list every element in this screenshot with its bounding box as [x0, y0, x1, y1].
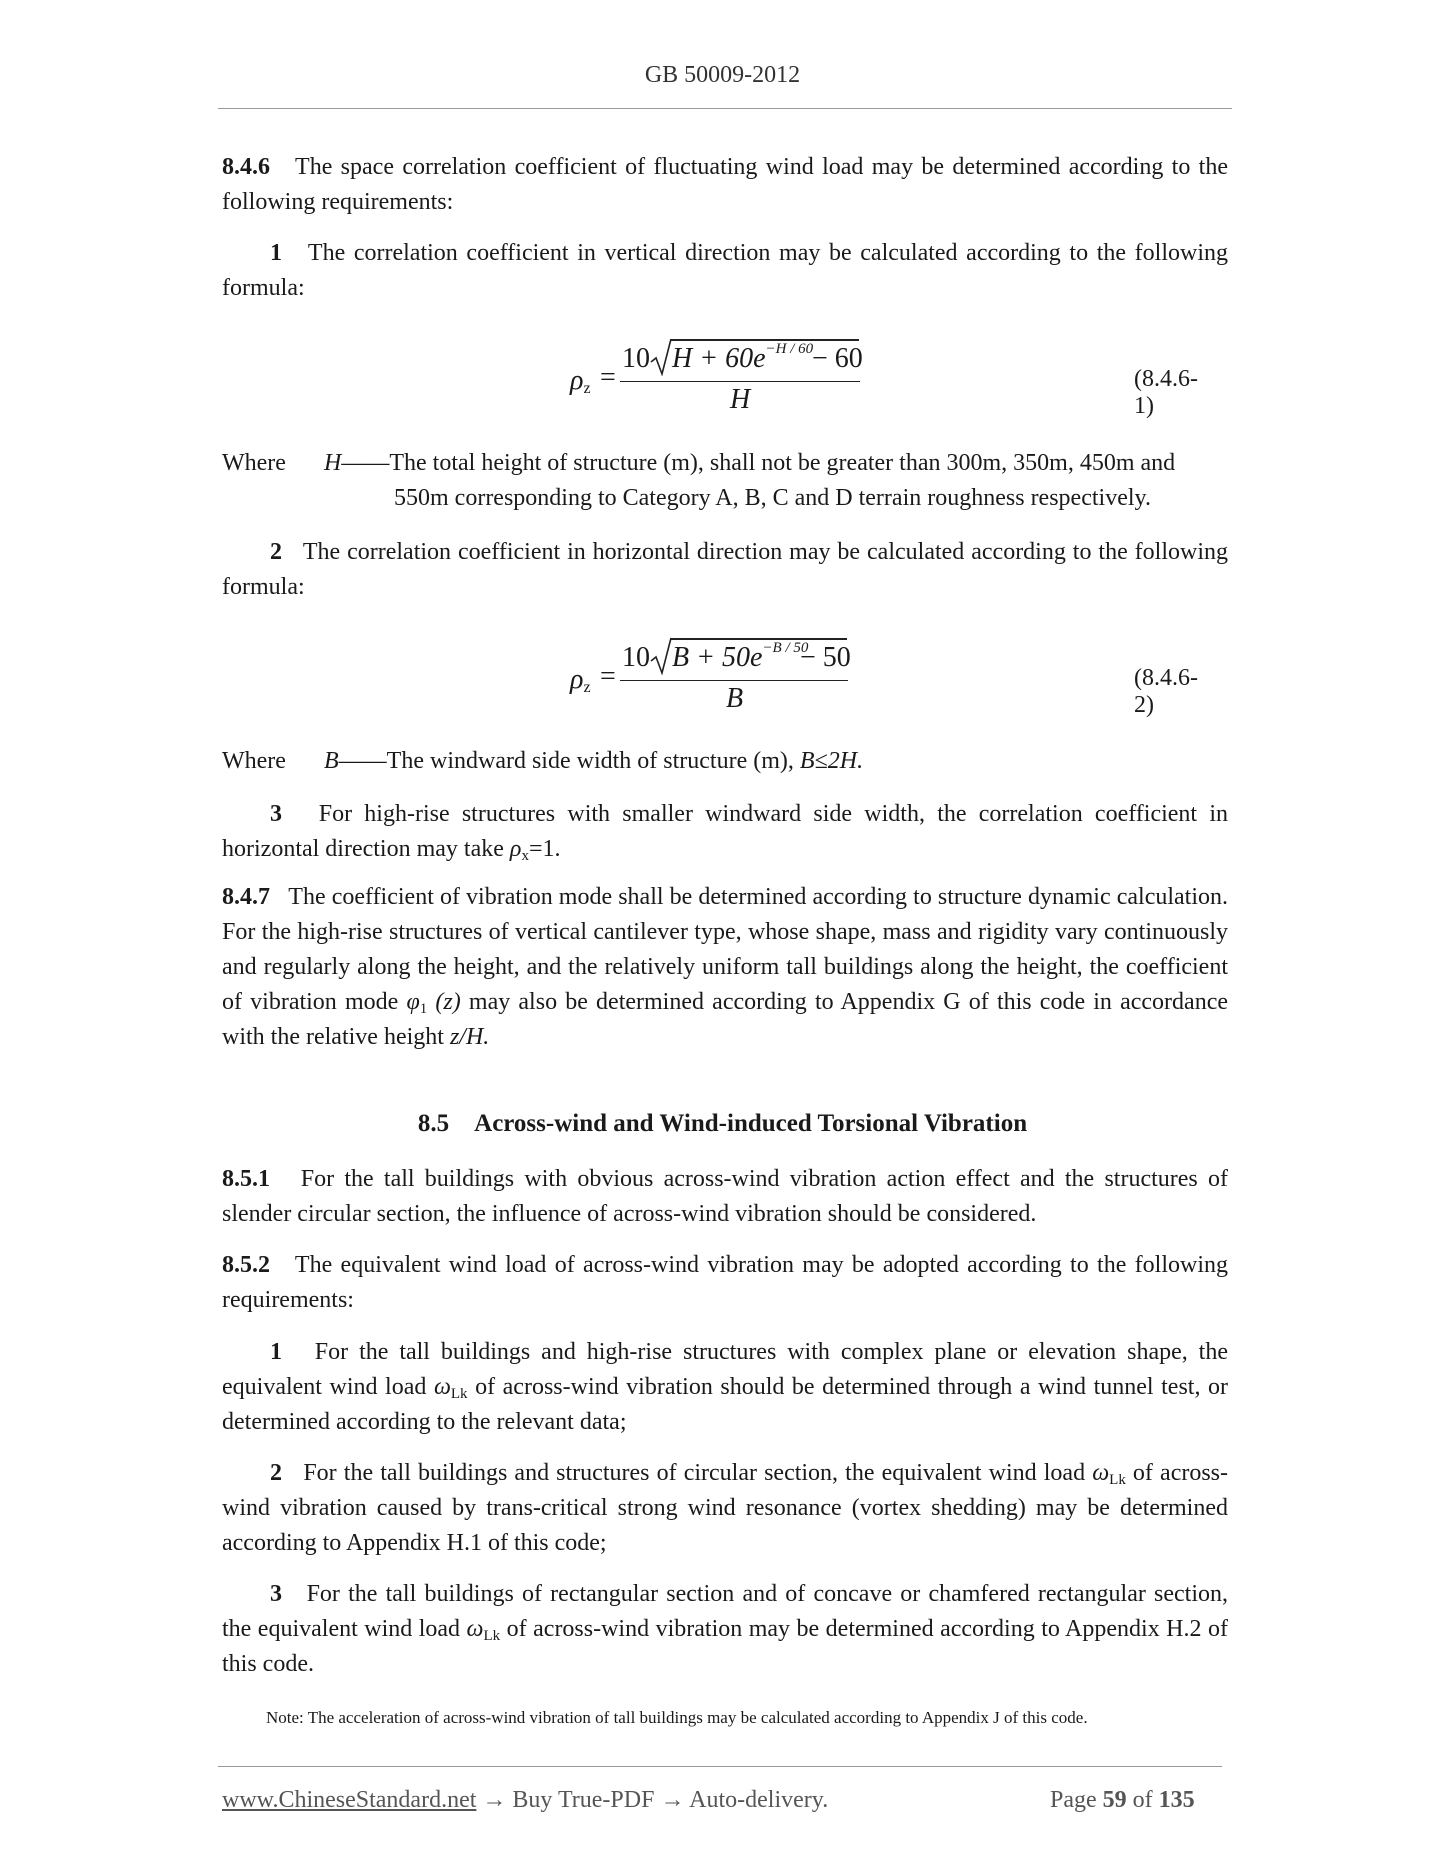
omega-symbol: ω	[466, 1616, 484, 1642]
definition-line: The windward side width of structure (m),	[386, 748, 800, 774]
page-counter	[1050, 1787, 1195, 1814]
omega-symbol: ω	[1092, 1460, 1110, 1486]
definition-condition: B≤2H.	[799, 748, 864, 774]
item-number: 2	[270, 539, 282, 565]
website-link[interactable]: www.ChineseStandard.net	[222, 1787, 477, 1813]
item-2-horizontal	[222, 535, 1228, 605]
clause-text: For the tall buildings with obvious across-wind vibration action effect and the structures of slender circular section, the influence of across-wind vibration should be considered.	[222, 1166, 1229, 1227]
where-label: Where	[222, 450, 286, 476]
radical-bar	[671, 638, 847, 640]
page-header-title: GB 50009-2012	[644, 62, 801, 88]
item-tail: =1.	[528, 836, 561, 862]
symbol-h: H	[324, 450, 342, 476]
item-text: The correlation coefficient in vertical direction may be calculated according to the following formula:	[222, 240, 1229, 301]
numerator-coef: 10	[622, 642, 650, 673]
requirement-2	[222, 1456, 1228, 1561]
item-number: 3	[270, 1581, 282, 1607]
item-text-b: of across-wind vibration caused by trans-critical strong wind resonance (vortex shedding) may be determined according to Appendix H.1 of this code;	[222, 1460, 1229, 1556]
radicand-text: B + 50e	[672, 642, 763, 673]
clause-8-4-6	[222, 150, 1228, 220]
equals-sign: =	[600, 661, 616, 692]
exponent: −B / 50	[762, 640, 809, 656]
radical-sign-icon	[650, 338, 672, 376]
denominator: H	[730, 384, 751, 415]
definition-dash: ——	[338, 748, 387, 774]
total-pages: 135	[1158, 1787, 1195, 1813]
rho-subscript: x	[521, 848, 529, 864]
numerator-coef: 10	[622, 343, 650, 374]
item-text-b: of across-wind vibration should be determined through a wind tunnel test, or determined according to the relevant data;	[222, 1374, 1229, 1435]
clause-text: The space correlation coefficient of fluctuating wind load may be determined according to the following requirements:	[222, 154, 1229, 215]
arrow-right-icon: →	[476, 1787, 513, 1813]
omega-subscript: Lk	[1109, 1472, 1126, 1488]
phi-argument: (z)	[427, 989, 461, 1015]
clause-text: The equivalent wind load of across-wind vibration may be adopted according to the following requirements:	[222, 1252, 1228, 1313]
omega-subscript: Lk	[483, 1628, 501, 1644]
exponent: −H / 60	[765, 341, 814, 357]
item-text-a: For the tall buildings and structures of circular section, the equivalent wind load	[303, 1460, 1093, 1486]
numerator-radicand	[672, 343, 813, 375]
equation-tag: (8.4.6-2)	[1134, 665, 1198, 718]
fraction-bar	[620, 381, 860, 382]
fraction-bar	[620, 680, 848, 681]
where-label: Where	[222, 748, 286, 774]
rho-subscript: z	[583, 679, 591, 696]
definition-line-2: 550m corresponding to Category A, B, C and D terrain roughness respectively.	[394, 485, 1151, 511]
header-rule	[218, 108, 1232, 109]
symbol-b: B	[324, 748, 339, 774]
of-label: of	[1126, 1787, 1159, 1813]
item-text-a: For the tall buildings of rectangular section and of concave or chamfered rectangular section, the equivalent wind load	[222, 1581, 1229, 1642]
note-text: Note: The acceleration of across-wind vibration of tall buildings may be calculated according to Appendix J of this code.	[266, 1708, 1088, 1727]
numerator-radicand	[672, 642, 808, 674]
clause-text-b: may also be determined according to Appendix G of this code in accordance with the relative height	[222, 989, 1229, 1050]
definition-text	[324, 446, 1230, 516]
radicand-text: H + 60e	[672, 343, 766, 374]
requirement-3	[222, 1577, 1228, 1682]
clause-8-5-1	[222, 1162, 1228, 1232]
arrow-right-icon: →	[654, 1787, 690, 1813]
item-number: 1	[270, 1339, 282, 1365]
section-number: 8.5	[417, 1110, 450, 1137]
definition-line-1: The total height of structure (m), shall not be greater than 300m, 350m, 450m and	[389, 450, 1176, 476]
page-label: Page	[1050, 1787, 1103, 1813]
item-number: 2	[270, 1460, 282, 1486]
rho-symbol: ρ	[509, 836, 522, 862]
rho-symbol: ρ	[570, 664, 584, 695]
relative-height-ratio: z/H.	[449, 1024, 490, 1050]
omega-symbol: ω	[433, 1374, 451, 1400]
phi-subscript: 1	[419, 1001, 428, 1017]
omega-subscript: Lk	[450, 1386, 468, 1402]
item-3-high-rise	[222, 797, 1228, 867]
where-h-definition	[222, 446, 1228, 518]
numerator-constant: − 60	[812, 343, 863, 374]
clause-number: 8.4.7	[222, 884, 270, 910]
equation-tag: (8.4.6-1)	[1134, 366, 1198, 419]
buy-text: Buy True-PDF	[512, 1787, 655, 1813]
formula-lhs	[570, 365, 591, 397]
where-b-definition	[222, 744, 1228, 780]
equals-sign: =	[600, 362, 616, 393]
footer-promo	[222, 1787, 828, 1814]
numerator-constant: − 50	[800, 642, 851, 673]
clause-text-a: The coefficient of vibration mode shall be determined according to structure dynamic calculation. For the high-rise structures of vertical cantilever type, whose shape, mass and rigidity vary continuously and regularly along the height, and the relatively uniform tall buildings along the height, the coefficient of vibration mode	[222, 884, 1229, 1015]
clause-8-4-7	[222, 880, 1228, 1055]
clause-number: 8.5.2	[222, 1252, 270, 1278]
rho-subscript: z	[583, 380, 591, 397]
section-heading-8-5	[0, 1110, 1445, 1138]
delivery-text: Auto-delivery.	[689, 1787, 829, 1813]
item-1-vertical	[222, 236, 1228, 306]
current-page: 59	[1102, 1787, 1127, 1813]
formula-lhs	[570, 664, 591, 696]
radical-sign-icon	[650, 637, 672, 675]
item-number: 3	[270, 801, 282, 827]
rho-symbol: ρ	[570, 365, 584, 396]
denominator: B	[726, 683, 744, 714]
definition-dash: ——	[341, 450, 390, 476]
phi-symbol: φ	[406, 989, 420, 1015]
footer-rule	[218, 1766, 1222, 1767]
item-text: The correlation coefficient in horizontal direction may be calculated according to the following formula:	[222, 539, 1228, 600]
item-text-a: For the tall buildings and high-rise structures with complex plane or elevation shape, the equivalent wind load	[222, 1339, 1228, 1400]
definition-text	[324, 744, 1230, 779]
clause-number: 8.4.6	[222, 154, 270, 180]
section-title: Across-wind and Wind-induced Torsional Vibration	[474, 1110, 1028, 1137]
clause-8-5-2	[222, 1248, 1228, 1318]
item-number: 1	[270, 240, 282, 266]
item-text: For high-rise structures with smaller windward side width, the correlation coefficient in horizontal direction may take	[222, 801, 1229, 862]
requirement-1	[222, 1335, 1228, 1440]
clause-number: 8.5.1	[222, 1166, 270, 1192]
item-text-b: of across-wind vibration may be determined according to Appendix H.2 of this code.	[222, 1616, 1228, 1677]
